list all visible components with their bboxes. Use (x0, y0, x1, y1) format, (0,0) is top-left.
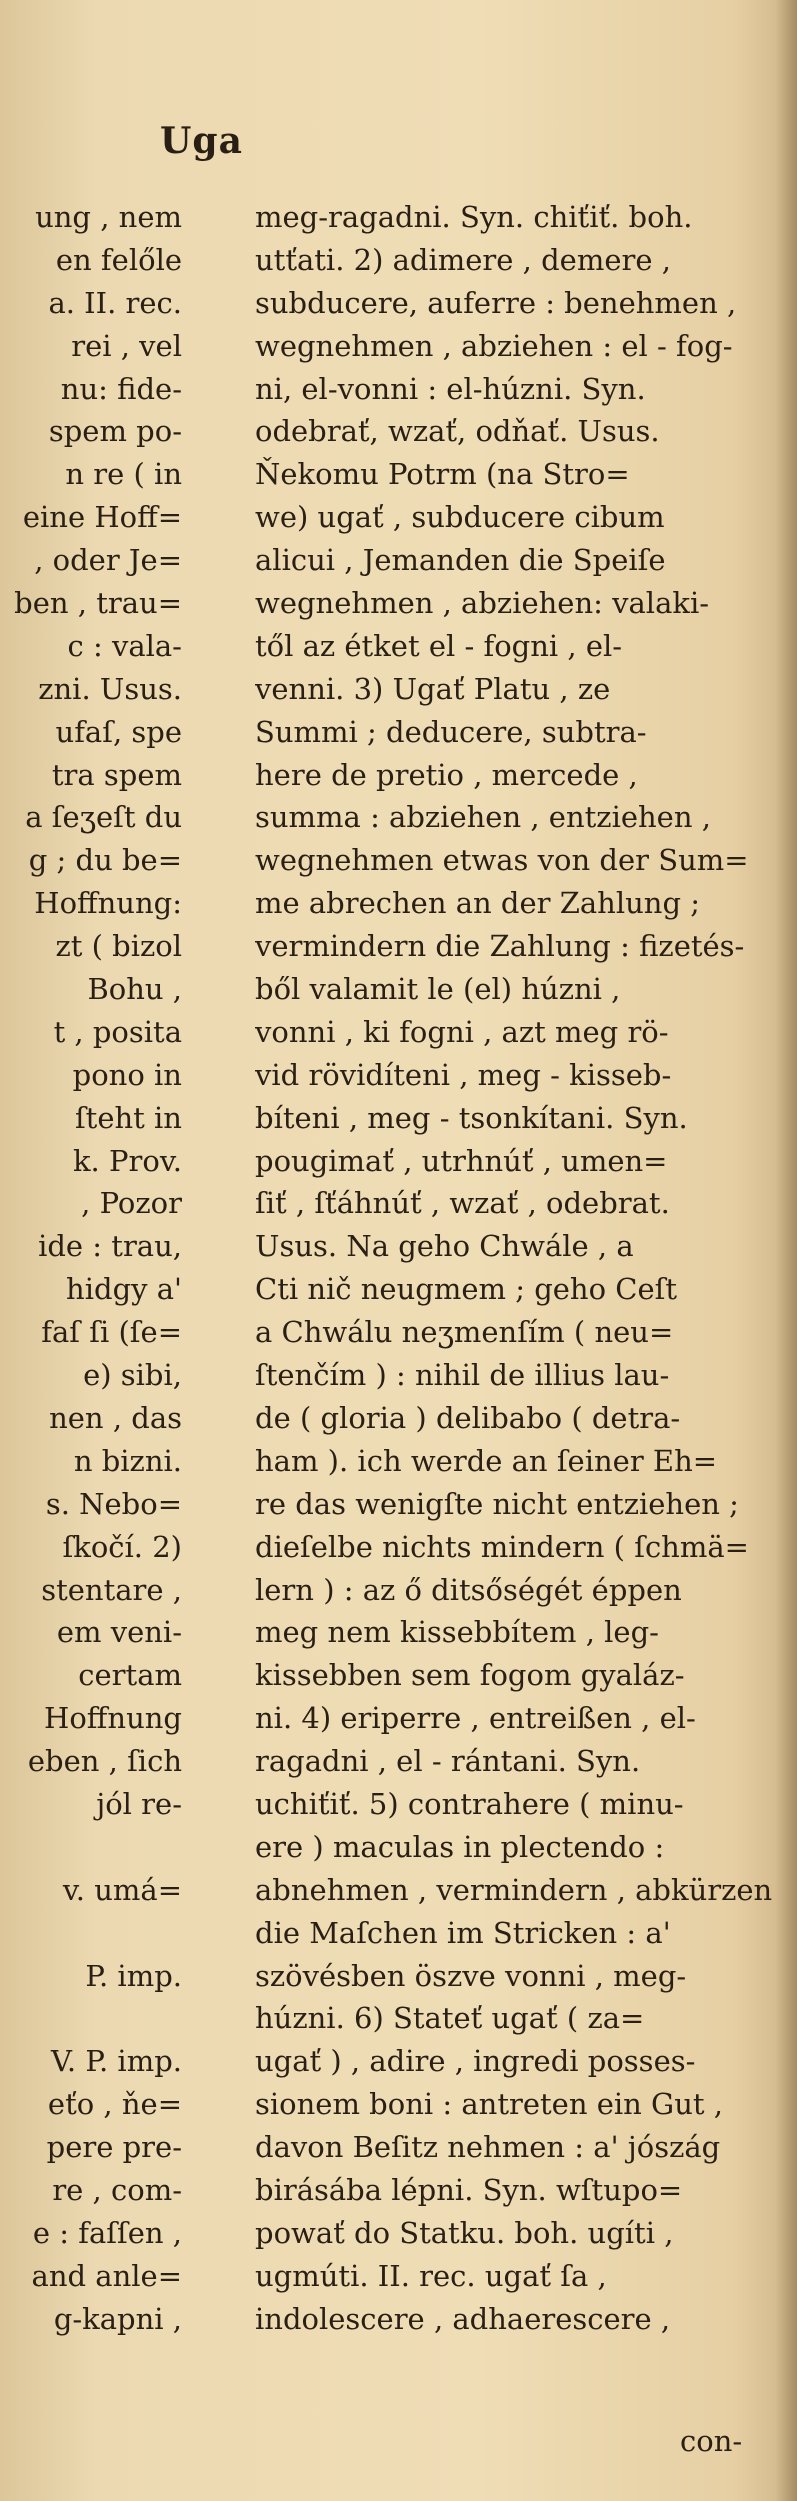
left-column-line: pono in (72, 1057, 182, 1092)
left-column-line: a ſeʒeſt du (25, 800, 182, 835)
left-column-line: , oder Je= (34, 543, 182, 578)
left-column-line: stentare , (41, 1572, 182, 1607)
left-column-line: re , com- (52, 2172, 182, 2207)
left-column-line: g-kapni , (53, 2301, 182, 2336)
left-column-line: zt ( bizol (55, 929, 182, 964)
right-column-line: ugmúti. II. rec. ugať ſa , (255, 2258, 607, 2293)
left-column-line: k. Prov. (72, 1143, 182, 1178)
right-column-line: Cti nič neugmem ; geho Ceſt (255, 1272, 678, 1307)
left-column-line: spem po- (48, 414, 182, 449)
left-column-line: zni. Usus. (38, 671, 182, 706)
left-column-line: ben , trau= (14, 586, 182, 621)
left-column-line: n re ( in (65, 457, 182, 492)
right-column-line: vonni , ki fogni , azt meg rö- (255, 1014, 669, 1049)
right-column-line: húzni. 6) Stateť ugať ( za= (255, 2001, 645, 2036)
left-column-line: V. P. imp. (51, 2044, 182, 2079)
right-column-line: kissebben sem fogom gyaláz- (255, 1658, 685, 1693)
right-column-line: powať do Statku. boh. ugíti , (255, 2215, 674, 2250)
right-column-line: ham ). ich werde an ſeiner Eh= (255, 1443, 718, 1478)
right-column-line: szövésben öszve vonni , meg- (255, 1958, 687, 1993)
right-column-line: lern ) : az ő ditsőségét éppen (255, 1572, 682, 1607)
right-column-line: alicui , Jemanden die Speiſe (255, 543, 666, 578)
right-column-line: indolescere , adhaerescere , (255, 2301, 671, 2336)
right-column-line: venni. 3) Ugať Platu , ze (255, 671, 611, 706)
right-column-line: uchiťiť. 5) contrahere ( minu- (255, 1786, 684, 1821)
left-column-line: rei , vel (71, 328, 182, 363)
left-column-line: Hoffnung (44, 1701, 182, 1736)
right-column-line: Usus. Na geho Chwále , a (255, 1229, 634, 1264)
left-column-line: , Pozor (81, 1186, 182, 1221)
right-column-line: meg-ragadni. Syn. chiťiť. boh. (255, 200, 693, 234)
left-column-line: c : vala- (67, 628, 182, 663)
right-column-line: től az étket el - fogni , el- (255, 628, 623, 663)
right-column-line: ſiť , ſťáhnúť , wzať , odebrat. (255, 1186, 670, 1221)
left-column-line: en felőle (55, 242, 182, 277)
right-column-line: bíteni , meg - tsonkítani. Syn. (255, 1100, 688, 1135)
right-column-line: pougimať , utrhnúť , umen= (255, 1143, 668, 1178)
left-column-line: e) sibi, (83, 1358, 182, 1393)
right-column-line: wegnehmen etwas von der Sum= (255, 843, 749, 878)
left-column-line: ſteht in (74, 1100, 182, 1135)
left-column-line: eine Hoff= (22, 500, 182, 535)
left-column-line (0, 1997, 182, 2040)
left-column-line: Bohu , (87, 972, 182, 1007)
left-column-line: Hoffnung: (34, 886, 182, 921)
right-column-line: wegnehmen , abziehen : el - fog- (255, 328, 733, 363)
right-column-line: ből valamit le (el) húzni , (255, 972, 621, 1007)
left-column-line: eben , ſich (27, 1744, 182, 1779)
left-column-line: pere pre- (46, 2130, 182, 2165)
right-column-line: me abrechen an der Zahlung ; (255, 886, 701, 921)
right-column-line: meg nem kissebbítem , leg- (255, 1615, 659, 1650)
right-column-line: a Chwálu neʒmenſím ( neu= (255, 1315, 674, 1350)
left-column-line: e : faſſen , (32, 2215, 182, 2250)
right-column-line: vid rövidíteni , meg - kisseb- (255, 1057, 672, 1092)
right-column-line: vermindern die Zahlung : fizetés- (255, 929, 745, 964)
left-column-line: ide : trau, (38, 1229, 182, 1264)
left-column-line: and anle= (31, 2258, 182, 2293)
left-column-line: ung , nem (35, 200, 182, 234)
right-column-line: here de pretio , mercede , (255, 757, 638, 792)
left-column-line: g ; du be= (28, 843, 182, 878)
right-column-line: re das wenigſte nicht entziehen ; (255, 1486, 739, 1521)
left-column-line: a. II. rec. (48, 285, 182, 320)
left-column-line (0, 1912, 182, 1955)
right-column-line: Ňekomu Potrm (na Stro= (255, 457, 630, 492)
right-column-line: summa : abziehen , entziehen , (255, 800, 711, 835)
right-column-line: sionem boni : antreten ein Gut , (255, 2087, 723, 2122)
right-column-line: we) ugať , subducere cibum (255, 500, 665, 535)
right-column-line: davon Beſitz nehmen : a' jószág (255, 2130, 721, 2165)
right-column-line: birásába lépni. Syn. wſtupo= (255, 2172, 683, 2207)
left-column-line: em veni- (56, 1615, 182, 1650)
right-column-line: ſtenčím ) : nihil de illius lau- (255, 1358, 670, 1393)
left-column-line (0, 1826, 182, 1869)
right-column-line: ni, el-vonni : el-húzni. Syn. (255, 371, 646, 406)
right-column-line: die Maſchen im Stricken : a' (255, 1915, 671, 1950)
right-column-line: ugať ) , adire , ingredi posses- (255, 2044, 696, 2079)
right-column (255, 196, 797, 2341)
left-column-line: ufaſ, spe (55, 714, 182, 749)
right-column-line: ere ) maculas in plectendo : (255, 1829, 665, 1864)
left-column-line: faſ ſi (ſe= (41, 1315, 182, 1350)
right-column-line: ni. 4) eriperre , entreißen , el- (255, 1701, 696, 1736)
left-column-line: eťo , ňe= (47, 2087, 182, 2122)
right-column-line: dieſelbe nichts mindern ( ſchmä= (255, 1529, 749, 1564)
right-column-line: ragadni , el - rántani. Syn. (255, 1744, 641, 1779)
left-column-line: hidgy a' (66, 1272, 182, 1307)
left-column-line: ſkočí. 2) (62, 1529, 182, 1564)
left-column-line: t , posita (53, 1014, 182, 1049)
right-column-line: Summi ; deducere, subtra- (255, 714, 647, 749)
left-column-line: v. umá= (62, 1872, 182, 1907)
right-column-line: odebrať, wzať, odňať. Usus. (255, 414, 660, 449)
left-column (0, 196, 182, 2341)
running-head: Uga (160, 120, 243, 162)
left-column-line: certam (78, 1658, 182, 1693)
right-column-line: utťati. 2) adimere , demere , (255, 242, 671, 277)
left-column-line: jól re- (96, 1786, 182, 1821)
left-column-line: nen , das (49, 1400, 182, 1435)
right-column-line: de ( gloria ) delibabo ( detra- (255, 1400, 681, 1435)
right-column-line: wegnehmen , abziehen: valaki- (255, 586, 710, 621)
left-column-line: tra spem (51, 757, 182, 792)
right-column-line: subducere, auferre : benehmen , (255, 285, 737, 320)
left-column-line: P. imp. (85, 1958, 182, 1993)
left-column-line: s. Nebo= (45, 1486, 182, 1521)
left-column-line: nu: fide- (60, 371, 182, 406)
left-column-line: n bizni. (73, 1443, 182, 1478)
right-column-line: abnehmen , vermindern , abkürzen (255, 1872, 773, 1907)
catchword: con- (680, 2424, 743, 2458)
